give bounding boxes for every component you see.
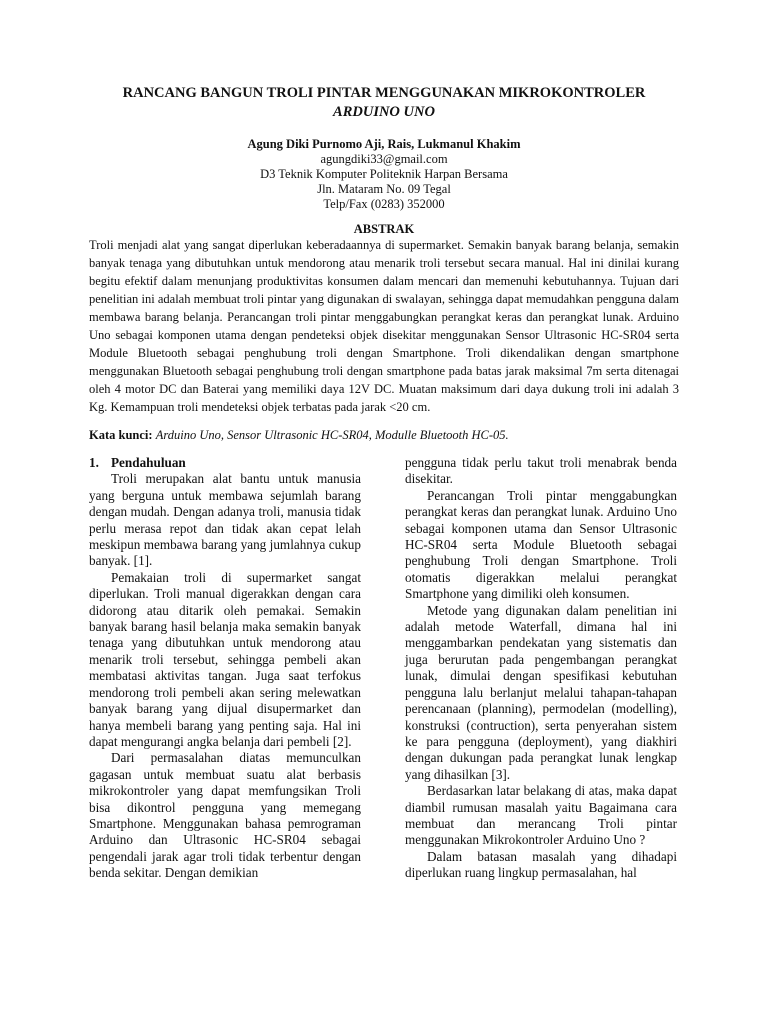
paragraph: Dari permasalahan diatas memunculkan gagasan untuk membuat suatu alat berbasis mikrokontroler yang dapat memfungsikan Troli bisa dikontrol pengguna yang memegang Smartphone. Menggunakan bahasa pemrograman Arduino dan Ultrasonic HC-SR04 sebagai pengendali jarak agar troli tidak terbentur dengan benda sekitar. Dengan demikian [89, 750, 361, 881]
title-line-2: ARDUINO UNO [333, 104, 435, 120]
paragraph: Metode yang digunakan dalam penelitian ini adalah metode Waterfall, dimana hal ini menggambarkan pendekatan yang sistematis dan juga berurutan pada pengembangan perangkat lunak, dimulai dengan spesifikasi kebutuhan pengguna lalu berlanjut melalui tahapan-tahapan perencanaan (planning), permodelan (modelling), konstruksi (contruction), serta penyerahan sistem ke para pengguna (deployment), yang diakhiri dengan dukungan pada perangkat lunak lengkap yang dihasilkan [3]. [405, 602, 677, 782]
author-block [60, 137, 708, 212]
paragraph: Perancangan Troli pintar menggabungkan perangkat keras dan perangkat lunak. Arduino Uno sebagai komponen utama dan Sensor Ultrasonic HC-SR04 serta Module Bluetooth sebagai penghubung Troli dengan Smartphone. Troli otomatis digerakkan melalui perangkat Smartphone yang dimiliki oleh konsumen. [405, 487, 677, 602]
keywords-label: Kata kunci: [89, 428, 153, 442]
author-affiliation: D3 Teknik Komputer Politeknik Harpan Bersama [260, 167, 508, 181]
paragraph-continued: pengguna tidak perlu takut troli menabrak benda disekitar. [405, 455, 677, 487]
paragraph: Troli merupakan alat bantu untuk manusia yang berguna untuk membawa sejumlah barang dengan mudah. Dengan adanya troli, manusia tidak perlu merasa repot dan tidak akan cepat lelah meskipun membawa barang yang jumlahnya cukup banyak. [1]. [89, 471, 361, 569]
section-number: 1. [89, 455, 99, 470]
section-heading [89, 455, 361, 471]
author-phone: Telp/Fax (0283) 352000 [323, 197, 445, 211]
column-right [405, 455, 677, 882]
keywords-value: Arduino Uno, Sensor Ultrasonic HC-SR04, Modulle Bluetooth HC-05. [155, 428, 509, 442]
title-line-1: RANCANG BANGUN TROLI PINTAR MENGGUNAKAN MIKROKONTROLER [122, 85, 646, 101]
section-title: Pendahuluan [111, 455, 186, 470]
paragraph: Berdasarkan latar belakang di atas, maka dapat diambil rumusan masalah yaitu Bagaimana cara membuat dan merancang Troli pintar menggunakan Mikrokontroler Arduino Uno ? [405, 783, 677, 848]
paragraph: Dalam batasan masalah yang dihadapi diperlukan ruang lingkup permasalahan, hal [405, 848, 677, 881]
author-address: Jln. Mataram No. 09 Tegal [317, 182, 451, 196]
paragraph: Pemakaian troli di supermarket sangat diperlukan. Troli manual digerakkan dengan cara didorong atau ditarik oleh pemakai. Semakin banyak barang hasil belanja maka semakin banyak tenaga yang dibutuhkan untuk mendorong atau menarik troli tersebut, sehingga pembeli akan membatasi aktivitas tangan. Juga saat terfokus mendorong troli pembeli akan sering melewatkan banyak barang yang dijual disupermarket dan hanya membeli barang yang penting saja. Hal ini dapat mengurangi angka belanja dari pembeli [2]. [89, 569, 361, 749]
column-left [89, 455, 361, 882]
abstract-text: Troli menjadi alat yang sangat diperlukan keberadaannya di supermarket. Semakin banyak barang belanja, semakin banyak tenaga yang dibutuhkan untuk mendorong atau menarik troli tersebut secara manual. Hal ini dinilai kurang begitu efektif dalam menunjang produktivitas konsumen dalam mencari dan memenuhi kebutuhannya. Tujuan dari penelitian ini adalah membuat troli pintar yang digunakan di swalayan, sehingga dapat memudahkan pengguna dalam membawa barang belanja. Perancangan troli pintar menggabungkan perangkat keras dan perangkat lunak. Arduino Uno sebagai komponen utama dengan pendeteksi objek disekitar menggunakan Sensor Ultrasonic HC-SR04 serta Module Bluetooth sebagai penghubung troli dengan Smartphone. Troli dikendalikan dengan smartphone menggunakan Bluetooth sebagai penghubung troli dengan smartphone pada batas jarak maksimal 7m serta ditenagai oleh 4 motor DC dan Baterai yang memiliki daya 12V DC. Muatan maksimum dari daya dukung troli ini adalah 3 Kg. Kemampuan troli mendeteksi objek terbatas pada jarak <20 cm. [89, 238, 679, 414]
paper-title [60, 84, 708, 122]
abstract-heading: ABSTRAK [353, 222, 415, 236]
author-email: agungdiki33@gmail.com [320, 152, 448, 166]
author-names: Agung Diki Purnomo Aji, Rais, Lukmanul Khakim [247, 137, 521, 151]
keywords [89, 427, 679, 443]
